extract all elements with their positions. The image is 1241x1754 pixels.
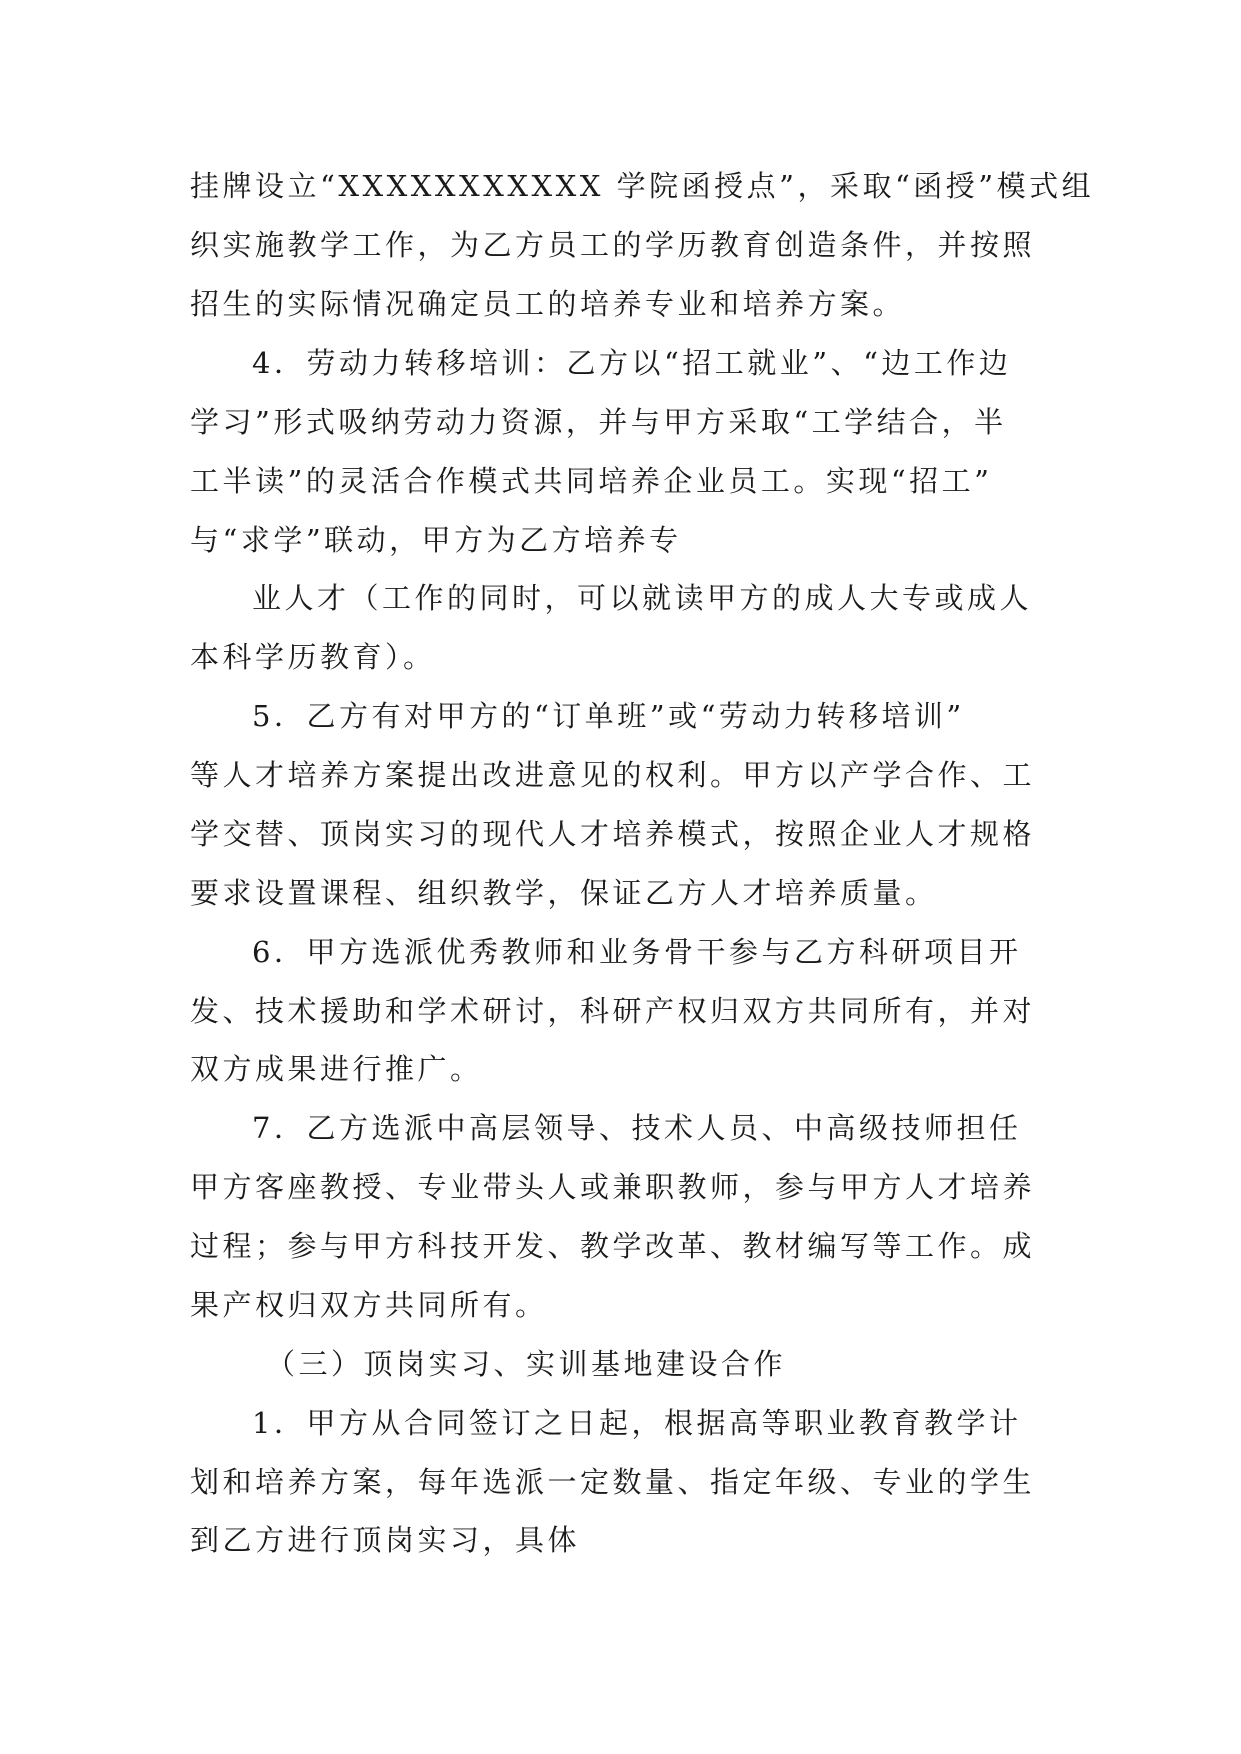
text-line: 学习”形式吸纳劳动力资源，并与甲方采取“工学结合，半	[190, 405, 1007, 439]
text-line: 本科学历教育）。	[190, 640, 436, 674]
section-heading: （三）顶岗实习、实训基地建设合作	[266, 1347, 787, 1381]
text-line: 发、技术援助和学术研讨，科研产权归双方共同所有，并对	[190, 994, 1036, 1028]
text-line: 工半读”的灵活合作模式共同培养企业员工。实现“招工”	[190, 464, 993, 498]
text-line: 要求设置课程、组织教学，保证乙方人才培养质量。	[190, 876, 938, 910]
text-line: 1．甲方从合同签订之日起，根据高等职业教育教学计	[252, 1406, 1022, 1440]
text-line: 织实施教学工作，为乙方员工的学历教育创造条件，并按照	[190, 228, 1036, 262]
text-line: 甲方客座教授、专业带头人或兼职教师，参与甲方人才培养	[190, 1170, 1036, 1204]
text-line: 果产权归双方共同所有。	[190, 1288, 548, 1322]
text-line: 学交替、顶岗实习的现代人才培养模式，按照企业人才规格	[190, 817, 1036, 851]
text-line: 业人才（工作的同时，可以就读甲方的成人大专或成人	[252, 581, 1033, 615]
text-line: 挂牌设立“XXXXXXXXXXX 学院函授点”，采取“函授”模式组	[190, 169, 1095, 203]
text-line: 过程；参与甲方科技开发、教学改革、教材编写等工作。成	[190, 1229, 1036, 1263]
text-line: 与“求学”联动，甲方为乙方培养专	[190, 523, 682, 557]
text-line: 划和培养方案，每年选派一定数量、指定年级、专业的学生	[190, 1465, 1036, 1499]
text-line: 招生的实际情况确定员工的培养专业和培养方案。	[190, 287, 906, 321]
text-line: 双方成果进行推广。	[190, 1052, 483, 1086]
text-line: 6．甲方选派优秀教师和业务骨干参与乙方科研项目开	[252, 935, 1022, 969]
text-line: 到乙方进行顶岗实习，具体	[190, 1523, 581, 1557]
text-line: 7．乙方选派中高层领导、技术人员、中高级技师担任	[252, 1111, 1022, 1145]
text-line: 5．乙方有对甲方的“订单班”或“劳动力转移培训”	[252, 699, 965, 733]
text-line: 等人才培养方案提出改进意见的权利。甲方以产学合作、工	[190, 758, 1036, 792]
text-line: 4．劳动力转移培训：乙方以“招工就业”、“边工作边	[252, 346, 1012, 380]
